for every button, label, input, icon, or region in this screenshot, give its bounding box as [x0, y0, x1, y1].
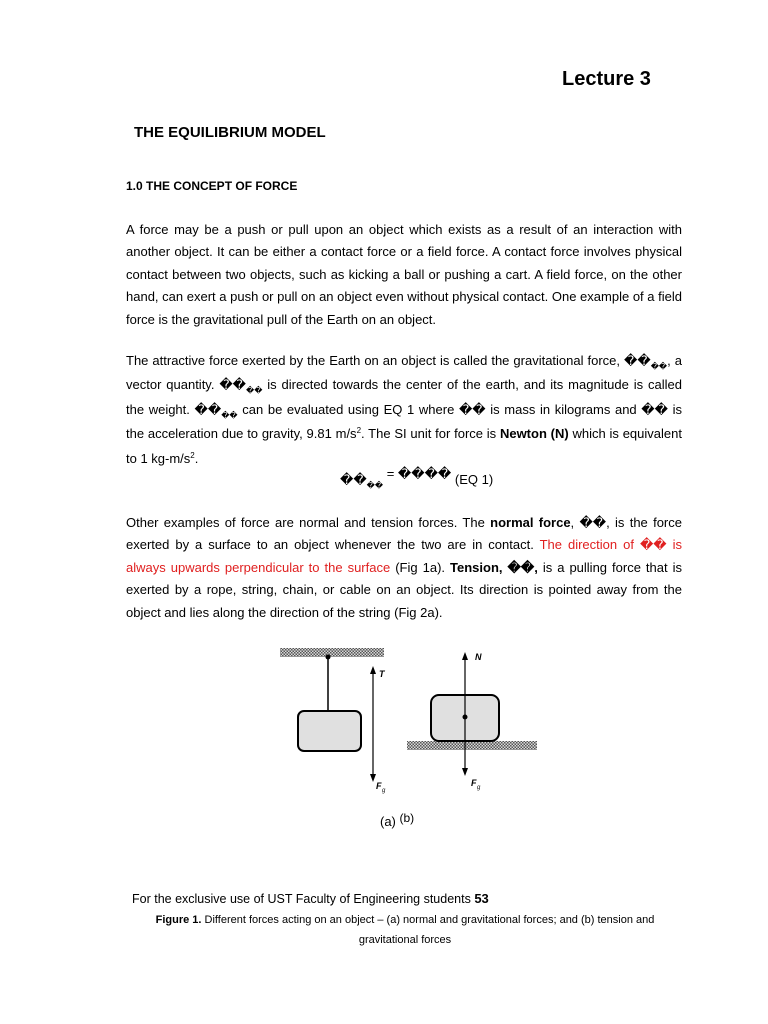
hanging-block-diagram: [280, 648, 386, 794]
force-diagram: [270, 640, 540, 800]
page-number: 53: [474, 891, 489, 906]
superscript-2: 2: [356, 426, 362, 436]
fg-subscript: ��: [650, 362, 668, 371]
figure-caption: [150, 910, 660, 950]
tension-label: T: [379, 669, 385, 679]
footer-notice: [132, 891, 489, 906]
highlight-perpendicular-text: is always upwards perpendicular to the surface: [126, 537, 682, 575]
equation-label: (EQ 1): [454, 472, 494, 487]
highlight-direction-text: The direction of: [539, 537, 634, 553]
tension-symbol: ��,: [507, 559, 538, 575]
gravity-symbol: ��: [641, 401, 668, 417]
fg-symbol: ��: [624, 353, 651, 368]
lecture-label: Lecture 3: [562, 68, 651, 90]
p3-text-2: ,: [570, 515, 575, 530]
fg-subscript: ��: [246, 386, 263, 396]
newton-unit: Newton (N): [499, 426, 569, 442]
caption-label: Figure 1.: [155, 914, 202, 926]
tension-arrowhead: [370, 666, 376, 674]
caption-text: Different forces acting on an object – (a) normal and gravitational forces; and (b) tension and gravitational forces: [204, 914, 655, 946]
figure-part-labels: [380, 811, 415, 829]
paragraph-gravitational-force: [126, 350, 682, 472]
normal-force-term: normal force: [490, 515, 571, 530]
gravity-arrowhead-right: [462, 768, 468, 776]
p2-text-4: can be evaluated using EQ 1 where: [242, 401, 455, 417]
p3-text-3: , is the force exerted by a surface to an object whenever the two are in contact.: [126, 515, 682, 553]
p2-text-7: . The SI unit for force is: [361, 426, 497, 442]
ceiling-surface: [280, 648, 384, 657]
highlight-symbol: ��: [639, 537, 667, 553]
gravity-label-right: F: [471, 778, 477, 788]
fg-subscript: ��: [221, 410, 238, 420]
gravity-label-right-sub: g: [477, 785, 481, 791]
hanging-block: [298, 711, 361, 751]
p2-text-8: which is equivalent to 1 kg-m/s: [126, 426, 682, 466]
fg-symbol: ��: [194, 401, 222, 417]
p2-text-9: .: [194, 450, 199, 466]
paragraph-normal-tension: [126, 512, 682, 624]
normal-label: N: [475, 652, 482, 662]
gravity-label-left: F: [376, 781, 382, 791]
paragraph-force-definition: A force may be a push or pull upon an object which exists as a result of an interaction with another object. It can be either a contact force or a field force. A contact force involves physical contact between two objects, such as kicking a ball or pushing a cart. A field force, on the other hand, can exert a push or pull on an object even without physical contact. One example of a field force is the gravitational pull of the Earth on an object.: [126, 222, 682, 327]
tension-term: Tension,: [450, 559, 503, 575]
fg-symbol: ��: [219, 377, 246, 393]
section-heading: 1.0 THE CONCEPT OF FORCE: [126, 179, 298, 193]
p3-text-5: is a pulling force that is exerted by a rope, string, chain, or cable on an object. Its direction is pointed away from the object and lies along the direction of the string (Fig 2a).: [126, 559, 683, 620]
p2-text-5: is mass in kilograms and: [490, 401, 637, 417]
equation-rhs: = ����: [386, 466, 452, 481]
floor-surface: [407, 741, 537, 750]
resting-block-diagram: [407, 652, 537, 791]
p2-text-1: The attractive force exerted by the Earth on an object is called the gravitational force,: [126, 353, 621, 368]
footer-text: For the exclusive use of UST Faculty of Engineering students: [132, 892, 471, 906]
p3-text-1: Other examples of force are normal and tension forces. The: [126, 515, 485, 530]
equation-lhs: $��_{��}$: [340, 472, 384, 490]
superscript-2: 2: [190, 450, 195, 460]
mass-symbol: ��: [458, 401, 486, 417]
figure-label-b: (b): [399, 811, 415, 825]
p2-text-2: , a vector quantity.: [126, 353, 682, 393]
figure-label-a: (a): [380, 814, 396, 829]
p2-text-6: is the acceleration due to gravity, 9.81 m/s: [126, 401, 682, 442]
normal-symbol: ��: [579, 515, 607, 530]
p2-text-3: is directed towards the center of the earth, and its magnitude is called the weight.: [126, 377, 682, 417]
equation-1: [340, 466, 494, 490]
chapter-title: THE EQUILIBRIUM MODEL: [134, 124, 326, 141]
p3-text-4: (Fig 1a).: [395, 559, 446, 575]
gravity-label-left-sub: g: [382, 788, 386, 794]
normal-arrowhead: [462, 652, 468, 660]
